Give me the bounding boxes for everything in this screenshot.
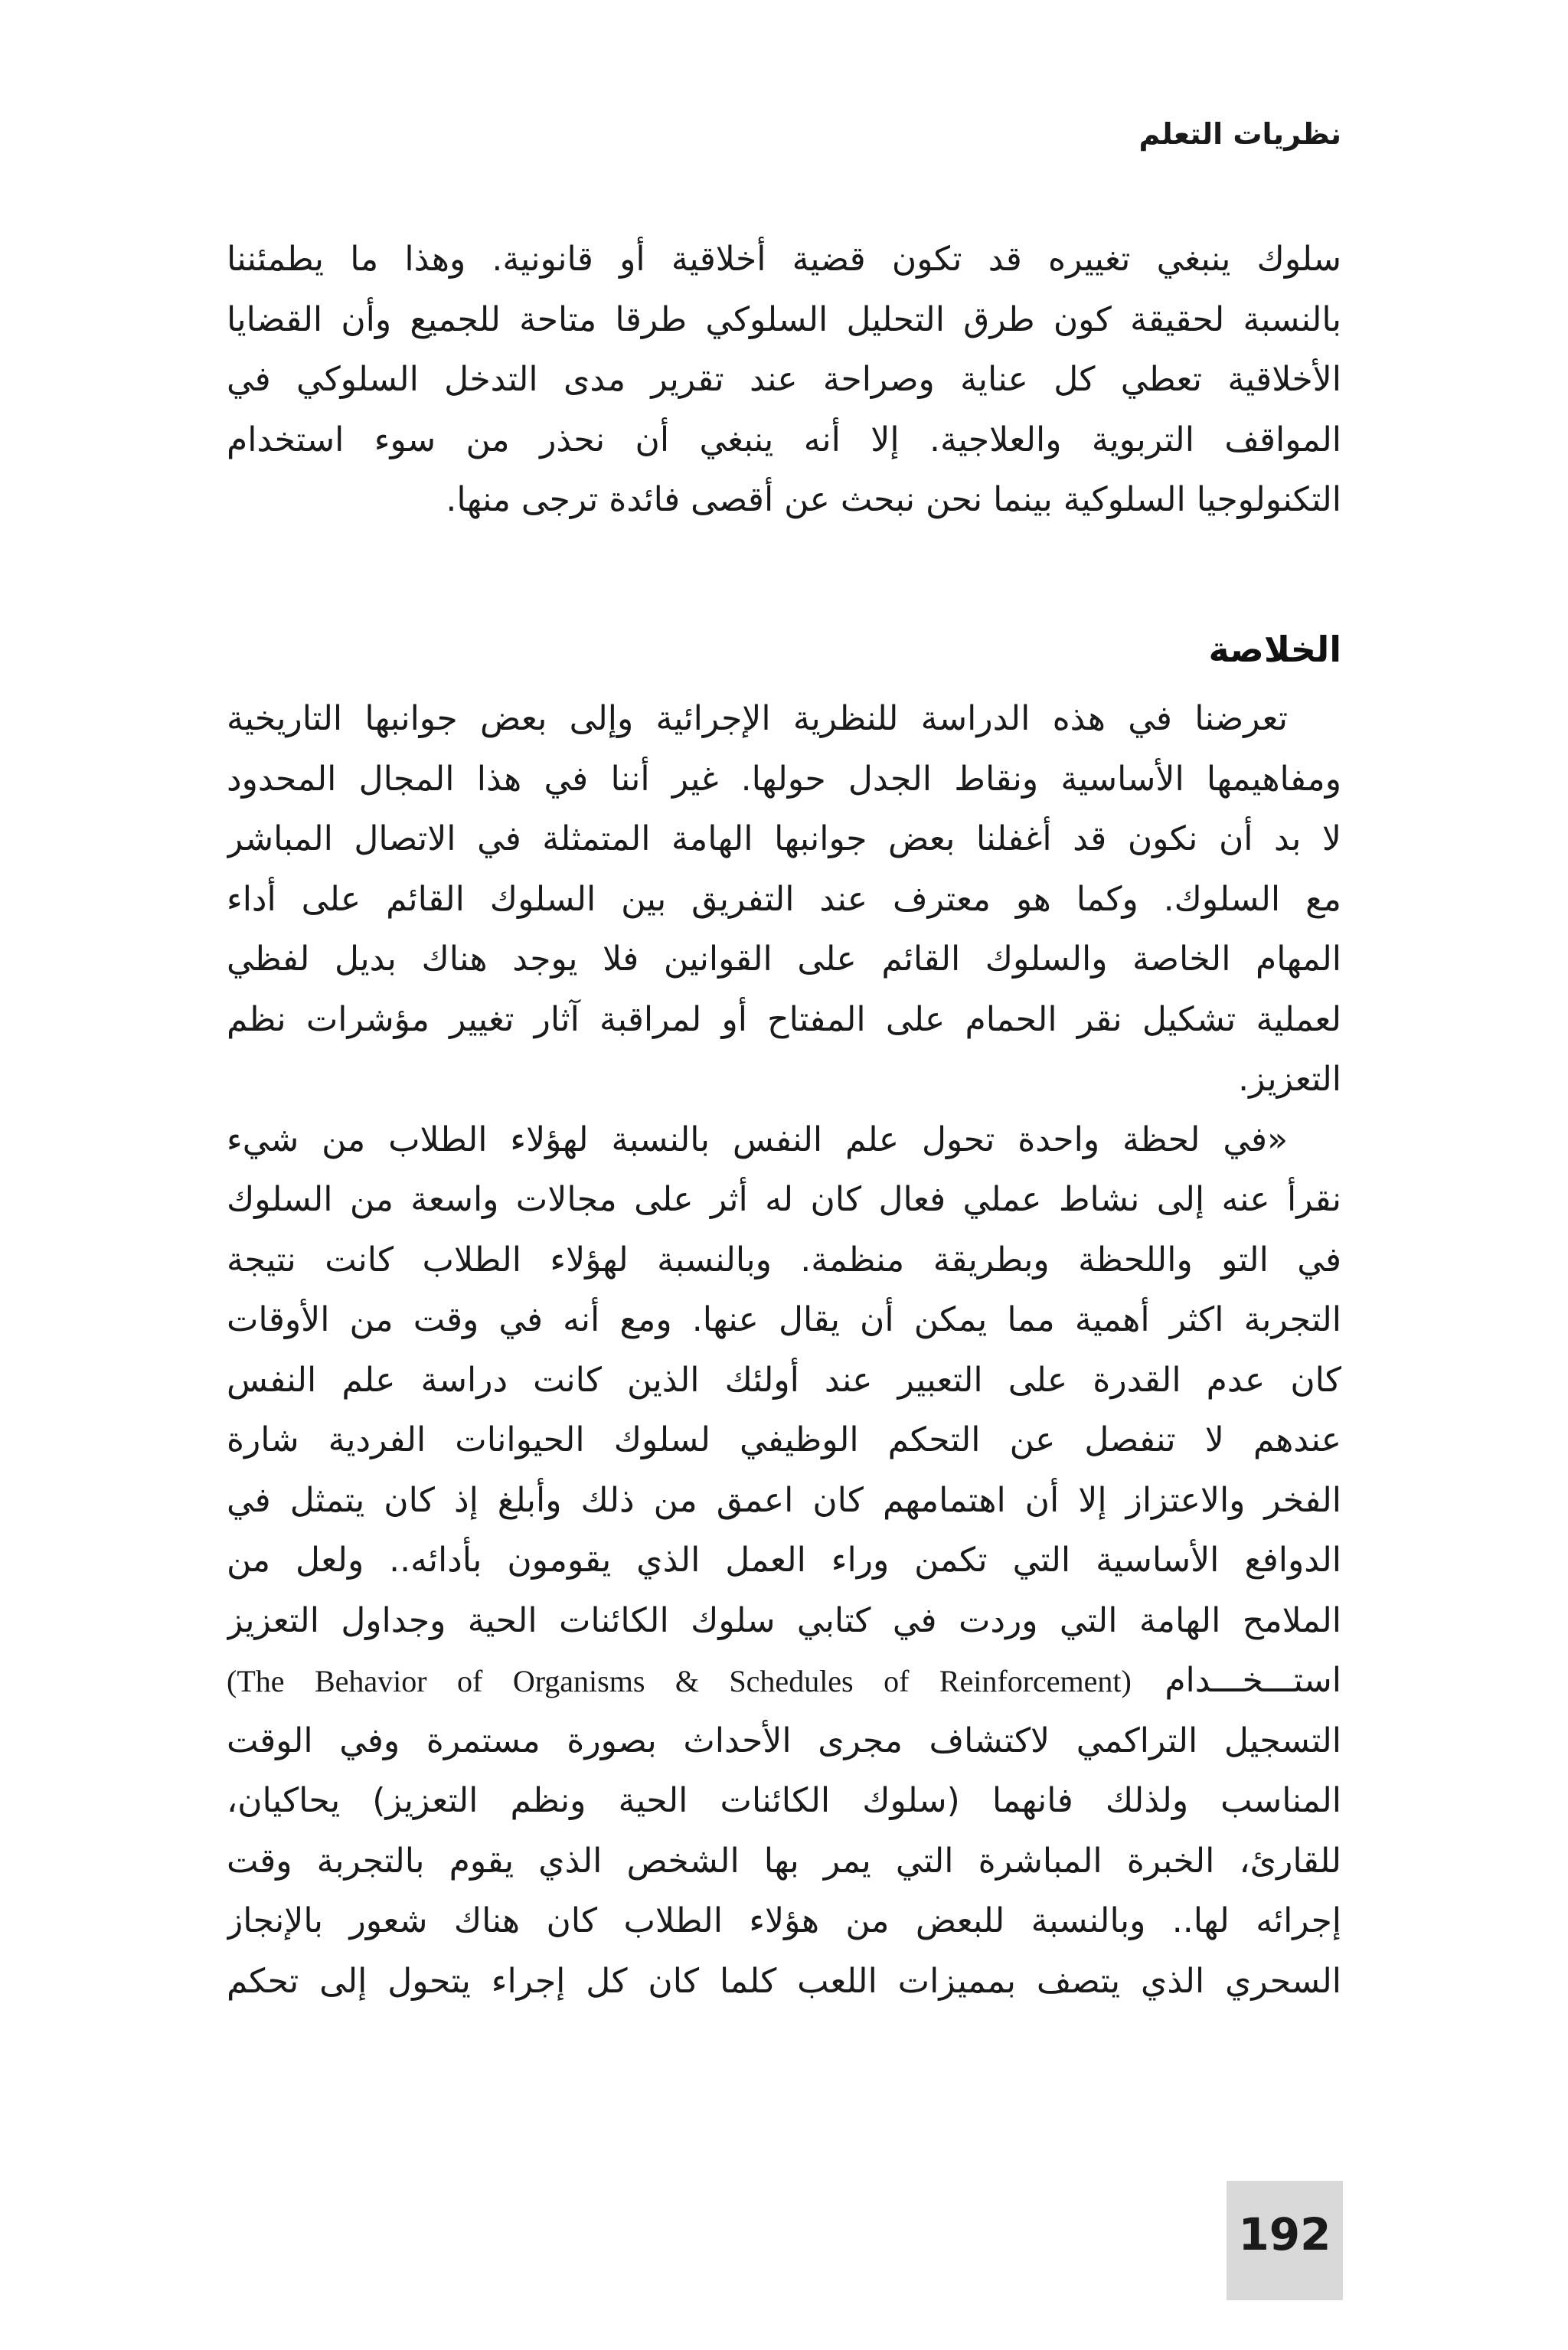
running-header-title: نظريات التعلم <box>1138 117 1341 151</box>
quote-line: نقرأ عنه إلى نشاط عملي فعال كان له أثر على مجالات واسعة من السلوك <box>227 1180 1341 1219</box>
text-line: لعملية تشكيل نقر الحمام على المفتاح أو لمراقبة آثار تغيير مؤشرات نظم <box>227 999 1341 1039</box>
quote-line: للقارئ، الخبرة المباشرة التي يمر بها الشخص الذي يقوم بالتجربة وقت <box>227 1841 1341 1881</box>
citation-line <box>227 1651 1341 1711</box>
quote-line: الملامح الهامة التي وردت في كتابي سلوك الكائنات الحية وجداول التعزيز <box>227 1600 1341 1640</box>
section-heading-summary: الخلاصة <box>1208 629 1341 670</box>
quote-line: «في لحظة واحدة تحول علم النفس بالنسبة لهؤلاء الطلاب من شيء <box>227 1119 1288 1159</box>
text-line: التعزيز. <box>1238 1060 1341 1099</box>
text-line: المواقف التربوية والعلاجية. إلا أنه ينبغي أن نحذر من سوء استخدام <box>227 420 1341 459</box>
text-line: لا بد أن نكون قد أغفلنا بعض جوانبها الهامة المتمثلة في الاتصال المباشر <box>227 819 1341 858</box>
quote-line: التجربة اكثر أهمية مما يمكن أن يقال عنها. ومع أنه في وقت من الأوقات <box>227 1300 1341 1339</box>
paragraph-ethics <box>227 230 1341 531</box>
quote-line: إجرائه لها.. وبالنسبة للبعض من هؤلاء الطلاب كان هناك شعور بالإنجاز <box>227 1901 1341 1940</box>
summary-text <box>227 689 1341 2012</box>
citation-book-titles: (The Behavior of Organisms & Schedules of Reinforcement) <box>227 1664 1132 1698</box>
text-line: تعرضنا في هذه الدراسة للنظرية الإجرائية وإلى بعض جوانبها التاريخية <box>227 699 1288 738</box>
quote-line: التسجيل التراكمي لاكتشاف مجرى الأحداث بصورة مستمرة وفي الوقت <box>227 1721 1341 1760</box>
text-line: سلوك ينبغي تغييره قد تكون قضية أخلاقية أو قانونية. وهذا ما يطمئننا <box>227 240 1341 279</box>
text-line: المهام الخاصة والسلوك القائم على القوانين فلا يوجد هناك بديل لفظي <box>227 940 1341 979</box>
text-line: مع السلوك. وكما هو معترف عند التفريق بين السلوك القائم على أداء <box>227 879 1341 919</box>
quote-line: المناسب ولذلك فانهما (سلوك الكائنات الحية ونظم التعزيز) يحاكيان، <box>227 1781 1341 1820</box>
quote-line: كان عدم القدرة على التعبير عند أولئك الذين كانت دراسة علم النفس <box>227 1360 1341 1400</box>
citation-arabic-word: استـــخـــدام <box>1165 1661 1341 1700</box>
quote-line: عندهم لا تنفصل عن التحكم الوظيفي لسلوك الحيوانات الفردية شارة <box>227 1420 1341 1459</box>
quote-line: في التو واللحظة وبطريقة منظمة. وبالنسبة لهؤلاء الطلاب كانت نتيجة <box>227 1240 1341 1280</box>
quote-line: الدوافع الأساسية التي تكمن وراء العمل الذي يقومون بأدائه.. ولعل من <box>227 1541 1341 1580</box>
text-line: بالنسبة لحقيقة كون طرق التحليل السلوكي طرقا متاحة للجميع وأن القضايا <box>227 299 1341 339</box>
text-line: التكنولوجيا السلوكية بينما نحن نبحث عن أقصى فائدة ترجى منها. <box>446 480 1341 519</box>
quote-line: السحري الذي يتصف بمميزات اللعب كلما كان كل إجراء يتحول إلى تحكم <box>227 1961 1341 2001</box>
text-line: الأخلاقية تعطي كل عناية وصراحة عند تقرير مدى التدخل السلوكي في <box>227 360 1341 399</box>
text-line: ومفاهيمها الأساسية ونقاط الجدل حولها. غير أننا في هذا المجال المحدود <box>227 759 1341 799</box>
quote-line: الفخر والاعتزاز إلا أن اهتمامهم كان اعمق من ذلك وأبلغ إذ كان يتمثل في <box>227 1480 1341 1520</box>
page-number: 192 <box>1238 2208 1331 2260</box>
